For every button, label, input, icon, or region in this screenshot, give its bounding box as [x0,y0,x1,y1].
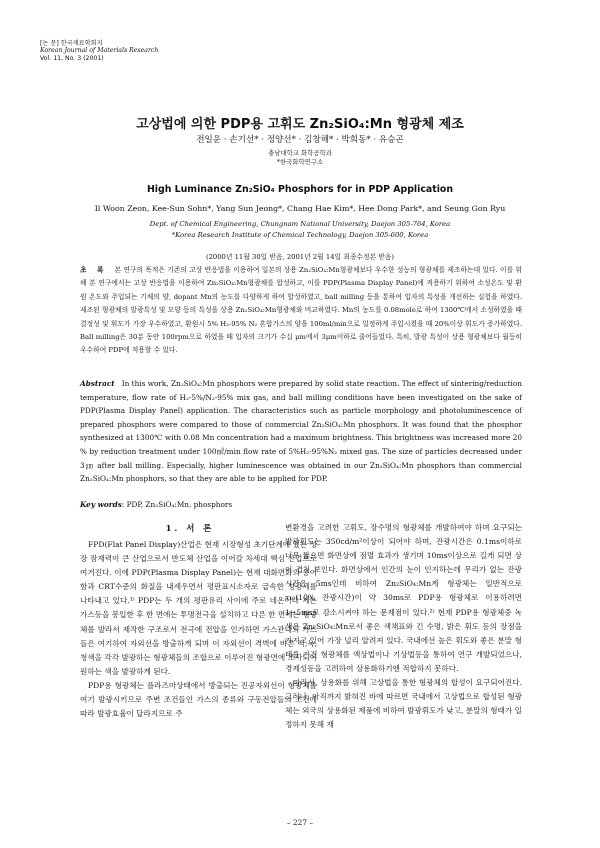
authors-english: Il Woon Zeon, Kee-Sun Sohn*, Yang Sun Jeong*, Chang Hae Kim*, Hee Dong Park*, and Seung Gon Ryu [94,204,506,213]
body-paragraph: PDP용 형광체는 플라즈마상태에서 방출되는 진공자외선이 형광체를 여기 발광시키므로 주변 조건들인 가스의 종류와 구동전압들의 조건에 따라 발광효율이 달라지므로 주 [80,680,317,719]
body-column-left [80,538,317,721]
abstract-korean [80,264,522,358]
affiliation-kr-1: 충남대학교 화학공학과 [268,149,332,157]
journal-name: Korean Journal of Materials Research [40,47,159,55]
affiliation-en-1: Dept. of Chemical Engineering, Chungnam National University, Daejon 305-764, Korea [149,220,451,228]
keywords-text: : PDP, Zn₂SiO₄:Mn, phosphors [121,500,233,509]
abstract-korean-label: 초 록 [80,266,108,274]
page-number: – 227 – [286,818,314,827]
journal-volume: Vol. 11, No. 3 (2001) [40,54,104,62]
affiliation-kr-2: *한국화학연구소 [276,158,324,166]
affiliations-korean [0,149,600,167]
authors-korean: 전일운 · 손기선* · 정양선* · 김창해* · 박희동* · 유승곤 [196,135,404,145]
body-paragraph: FPD(Flat Panel Display)산업은 현재 시장형성 초기단계에 있는 성장 잠재력이 큰 산업으로서 반도체 산업을 이어갈 차세대 핵심 산업으로 여겨진다. 이에 PDP(Plasma Display Panel)는 현재 대화면화의 용이함과 CRT수준의 화질을 내세우면서 평판표시소자로 급속한 성장세를 나타내고 있다.¹⁾ PDP는 두 개의 평판유리 사이에 주로 네온이나 제논 가스등을 봉입한 후 한 면에는 투명전극을 설치하고 다른 한 면에는 형광체를 발라서 제작한 구조로서 전극에 전압을 인가하면 가스관내의 가스들은 여기하여 자외선을 방출하게 되며 이 자외선이 격벽에 바른 적,녹,청색을 각각 발광하는 형광체들의 조합으로 이루어진 형광면에 조사되어 원하는 색을 발광하게 된다. [80,540,317,676]
keywords [80,500,522,509]
journal-category: [논 문] 한국재료학회지 [40,40,103,47]
section-heading-introduction: 1. 서 론 [165,523,215,533]
affiliation-en-2: *Korea Research Institute of Chemical Technology, Daejon 305-600, Korea [171,231,429,239]
title-english: High Luminance Zn₂SiO₄ Phosphors for in PDP Application [146,184,454,195]
received-dates: (2000년 11월 30일 받음, 2001년 2월 14일 최종수정본 받음) [205,253,395,261]
abstract-korean-text: 본 연구의 목적은 기존의 고상 반응법을 이용하여 일본의 상용 Zn₂SiO₄:Mn형광체보다 우수한 성능의 형광체를 제조하는데 있다. 이를 위해 본 연구에서는 고상 반응법을 이용하여 Zn₂SiO₄:Mn형광체를 합성하고, 이를 PDP(Plasma Display Panel)에 적용하기 위하여 소성온도 및 환원 온도와 주입되는 기체의 양, dopant Mn의 농도를 다양하게 하여 합성하였고, ball milling 등을 통하여 입자의 특성을 개선하는 실험을 하였다. 제조된 형광체의 발광특성 및 모양 등의 특성을 상용 Zn₂SiO₄:Mn형광체와 비교하였다. Mn의 농도를 0.08mole로 하여 1300℃에서 소성하였을 때 결정성 및 휘도가 가장 우수하였고, 환원시 5% H₂-95% N₂ 혼합가스의 양을 100ml/min으로 일정하게 주입시켰을 때 20%이상 휘도가 증가하였다. Ball milling은 30분 동안 100rpm으로 하였을 때 입자의 크기가 수십 μm에서 3μm이하로 줄어들었다. 특히, 발광 특성이 상용 형광체보다 월등히 우수하여 PDP에 적용할 수 있다. [80,266,522,355]
body-paragraph: 변환경을 고려한 고휘도, 장수명의 형광체를 개발하여야 하며 요구되는 발광휘도는 350cd/m²이상이 되어야 하며, 잔광시간은 0.1ms이하로 너무 짧으면 화면상에 점멸 효과가 생기며 10ms이상으로 길게 되면 상이 겹쳐 보인다. 화면상에서 인간의 눈이 인지하는데 무리가 없는 잔광 시간은 5ms인데 비하여 Zn₂SiO₄:Mn계 형광체는 일반적으로 τ₁₀(10% 잔광시간)이 약 30ms로 PDP용 형광체로 이용하려면 1∼5ms로 감소시켜야 하는 문제점이 있다.²⁾ 현재 PDP용 형광체중 녹색은 Zn₂SiO₄:Mn로서 좋은 색채표와 긴 수명, 밝은 휘도 등의 장점을 가지고 있어 가장 널리 알려져 있다. 국내에선 높은 휘도와 좋은 분말 형태를 가진 형광체를 액상법이나 기상법등을 통하여 연구 개발되었으나, 경제성등을 고려하여 상용화하기엔 적합하지 못하다. [285,523,522,673]
body-paragraph: 따라서, 상용화를 위해 고상법을 통한 형광체의 합성이 요구되어진다. 그러나, 아직까지 밝혀진 바에 따르면 국내에서 고상법으로 합성된 형광체는 외국의 상용화된 제품에 비하여 발광휘도가 낮고, 분말의 형태가 일정하지 못해 재 [285,678,522,730]
abstract-english-label: Abstract [80,379,115,388]
body-column-right [285,521,522,732]
keywords-label: Key words [80,500,122,509]
affiliations-english [0,219,600,241]
journal-header [40,40,158,62]
abstract-english-text: In this work, Zn₂SiO₄:Mn phosphors were prepared by solid state reaction. The effect of sintering/reduction temperature, flow rate of H₂-5%/N₂-95% mix gas, and ball milling conditions have been investigated on the sake of PDP(Plasma Display Panel) application. The characteristics such as particle morphology and photoluminescence of prepared phosphors were compared to those of commercial Zn₂SiO₄:Mn phosphors. It was found that the phosphor synthesized at 1300℃ with 0.08 Mn concentration had a maximum brightness. This brightness was increased more 20 % by reduction treatment under 100㎖/min flow rate of 5%H₂-95%N₂ mixed gas. The size of particles decreased under 3㎛ after ball milling. Especially, higher luminescence was obtained in our Zn₂SiO₄:Mn phosphors than commercial Zn₂SiO₄:Mn phosphors, so that they are able to be applied for PDP. [80,379,522,484]
title-korean: 고상법에 의한 PDP용 고휘도 Zn₂SiO₄:Mn 형광체 제조 [136,117,464,132]
abstract-english [80,377,522,486]
